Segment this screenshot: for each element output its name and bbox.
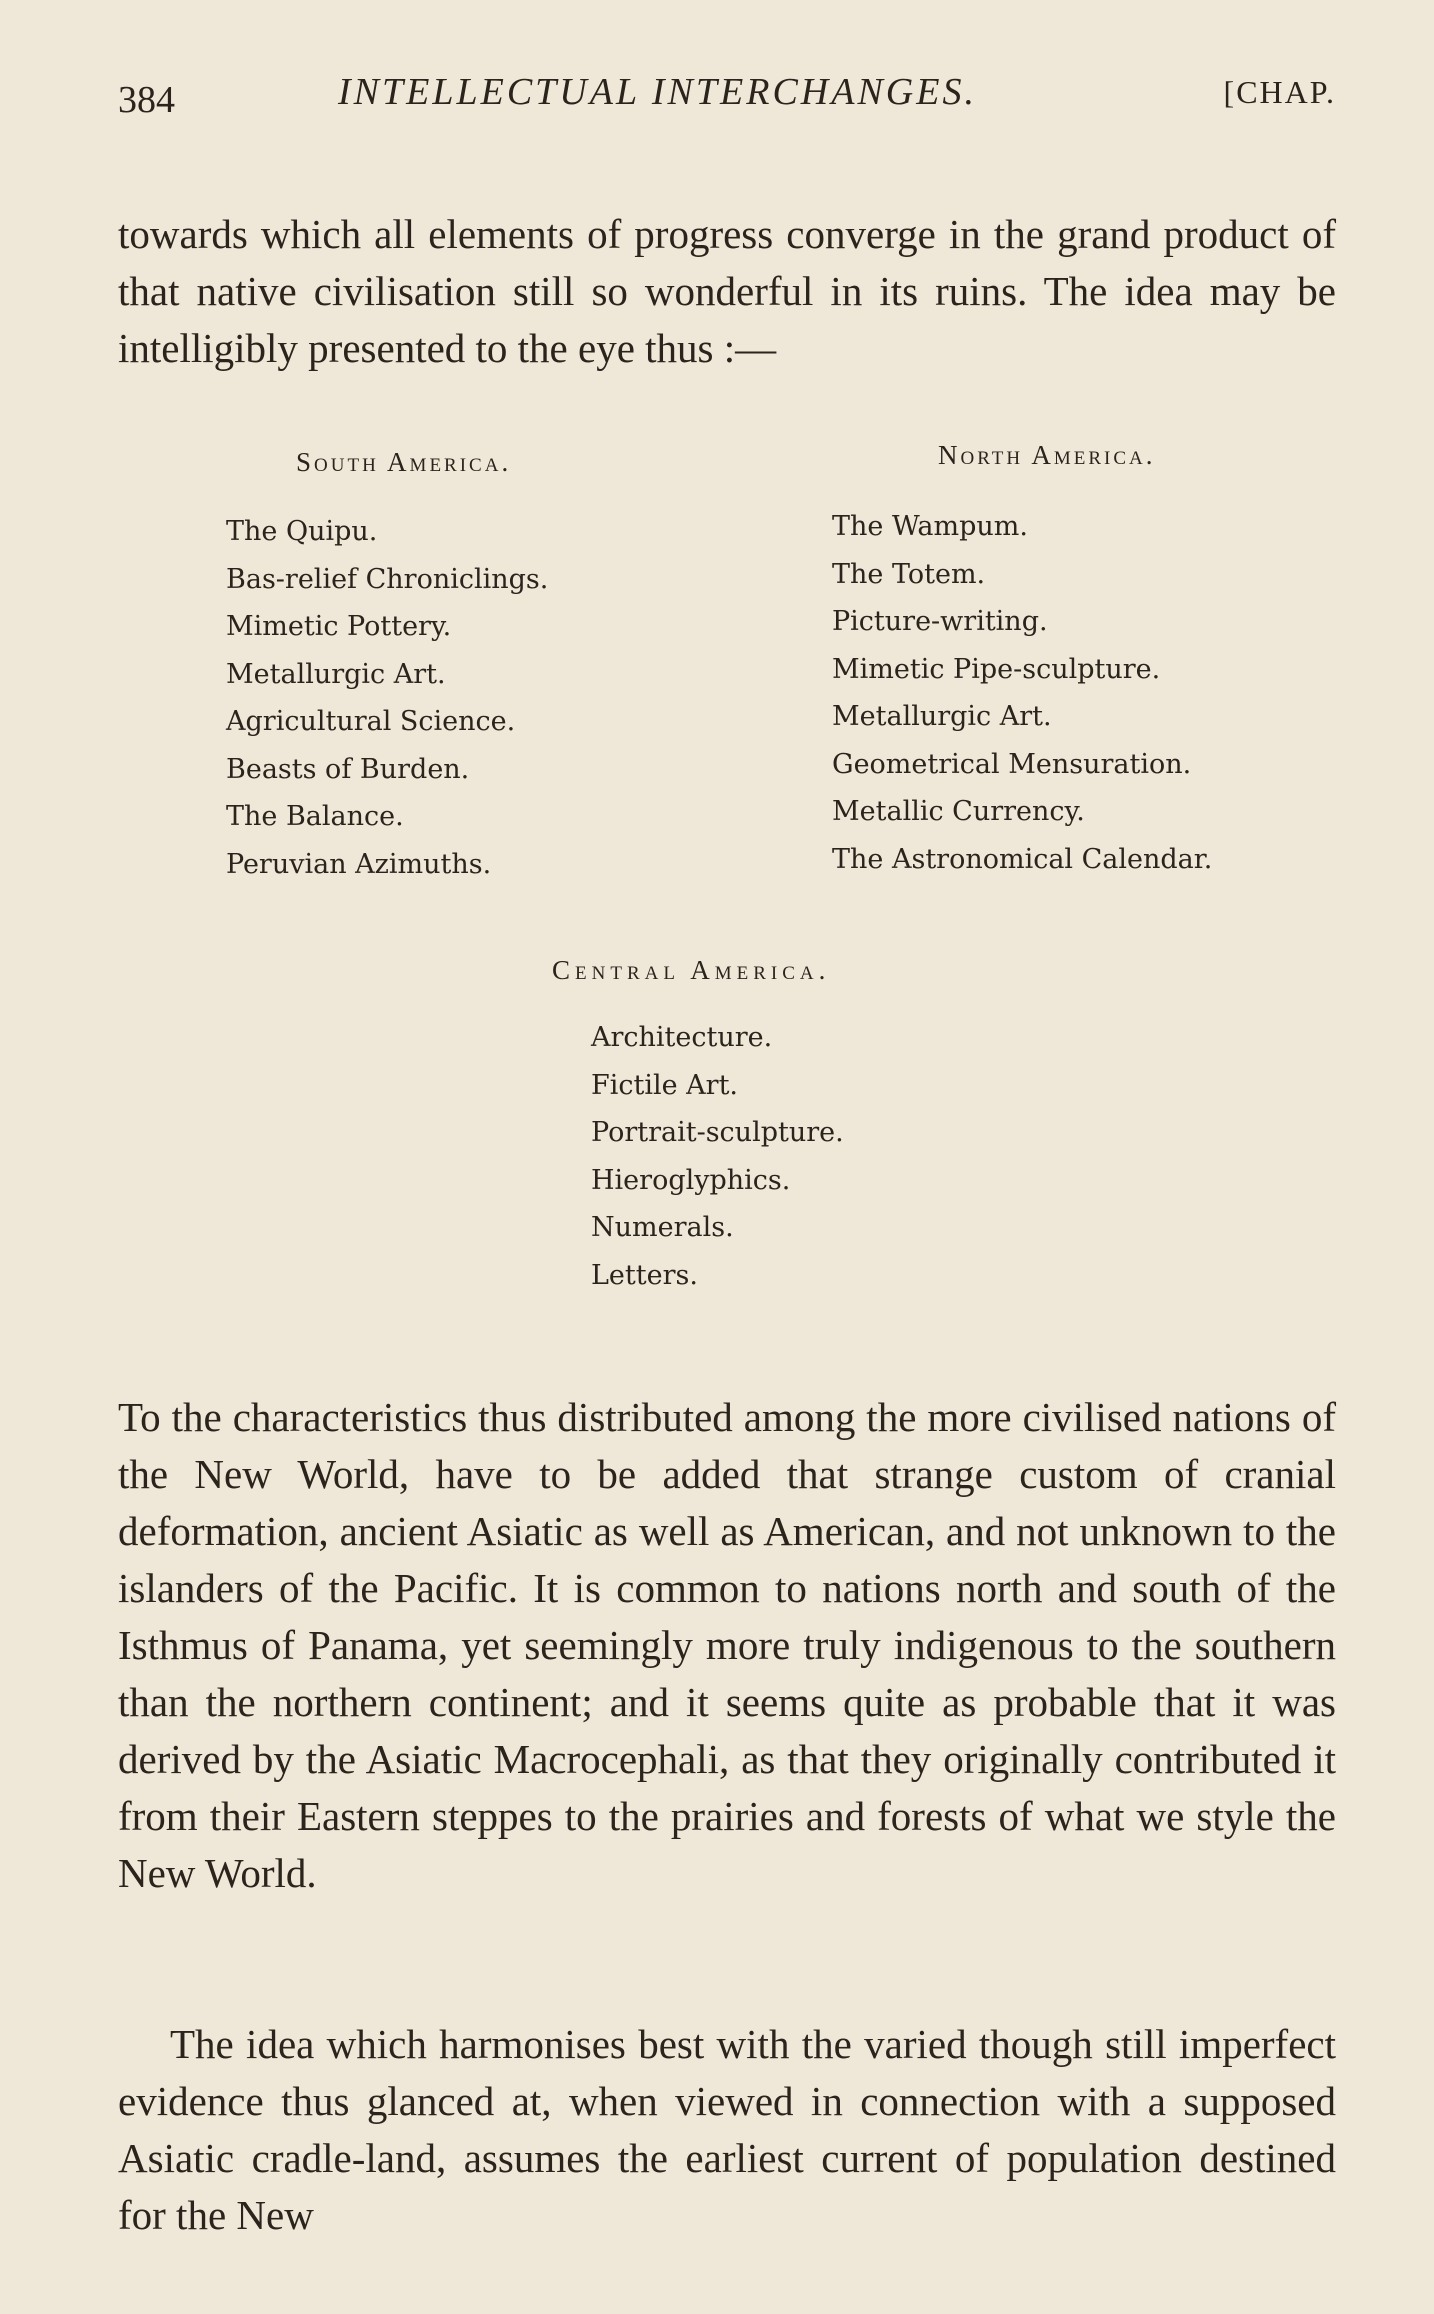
list-item: The Wampum.: [832, 511, 1028, 542]
list-item: Metallurgic Art.: [832, 701, 1052, 732]
north-america-heading: North America.: [938, 440, 1156, 470]
list-item: The Astronomical Calendar.: [832, 843, 1213, 875]
intro-paragraph: towards which all elements of progress converge in the grand product of that native civilisation still so wonderful in its ruins. The idea may be intelligibly presented to the eye thus :—: [118, 211, 1336, 371]
chapter-label: [CHAP.: [1223, 74, 1336, 110]
list-item: Architecture.: [591, 1022, 773, 1053]
list-item: Portrait-sculpture.: [591, 1117, 844, 1148]
south-america-list: [226, 508, 548, 888]
running-head: [118, 70, 1336, 130]
list-item: Hieroglyphics.: [591, 1164, 791, 1196]
list-item: The Totem.: [832, 558, 986, 590]
list-item: Mimetic Pottery.: [226, 611, 452, 642]
list-item: Beasts of Burden.: [226, 753, 470, 785]
cranial-deformation-paragraph: To the characteristics thus distributed among the more civilised nations of the New World, have to be added that strange custom of cranial deformation, ancient Asiatic as well as American, and not unknown to the islanders of the Pacific. It is common to nations north and south of the Isthmus of Panama, yet seemingly more truly indigenous to the southern than the northern continent; and it seems quite as probable that it was derived by the Asiatic Macrocephali, as that they originally contributed it from their Eastern steppes to the prairies and forests of what we style the New World.: [118, 1394, 1336, 1896]
south-america-heading: South America.: [296, 447, 512, 477]
asiatic-origin-paragraph: The idea which harmonises best with the varied though still imperfect evidence thus glanced at, when viewed in connection with a supposed Asiatic cradle-land, assumes the earliest current of population destined for the New: [118, 2021, 1336, 2238]
list-item: Agricultural Science.: [226, 706, 516, 737]
list-item: The Quipu.: [226, 516, 378, 547]
central-america-list: [591, 1014, 844, 1299]
list-item: Mimetic Pipe-sculpture.: [832, 653, 1161, 685]
north-america-list: [832, 503, 1212, 883]
list-item: Picture-writing.: [832, 606, 1048, 637]
list-item: Letters.: [591, 1259, 698, 1291]
list-item: Metallurgic Art.: [226, 658, 446, 690]
page-number: 384: [118, 79, 175, 121]
list-item: Peruvian Azimuths.: [226, 848, 492, 880]
list-item: The Balance.: [226, 801, 404, 832]
central-america-heading: Central America.: [552, 955, 831, 985]
list-item: Fictile Art.: [591, 1069, 739, 1101]
list-item: Bas-relief Chroniclings.: [226, 563, 549, 595]
list-item: Geometrical Mensuration.: [832, 748, 1192, 780]
list-item: Numerals.: [591, 1212, 734, 1243]
running-title: INTELLECTUAL INTERCHANGES.: [338, 71, 977, 113]
list-item: Metallic Currency.: [832, 796, 1085, 827]
